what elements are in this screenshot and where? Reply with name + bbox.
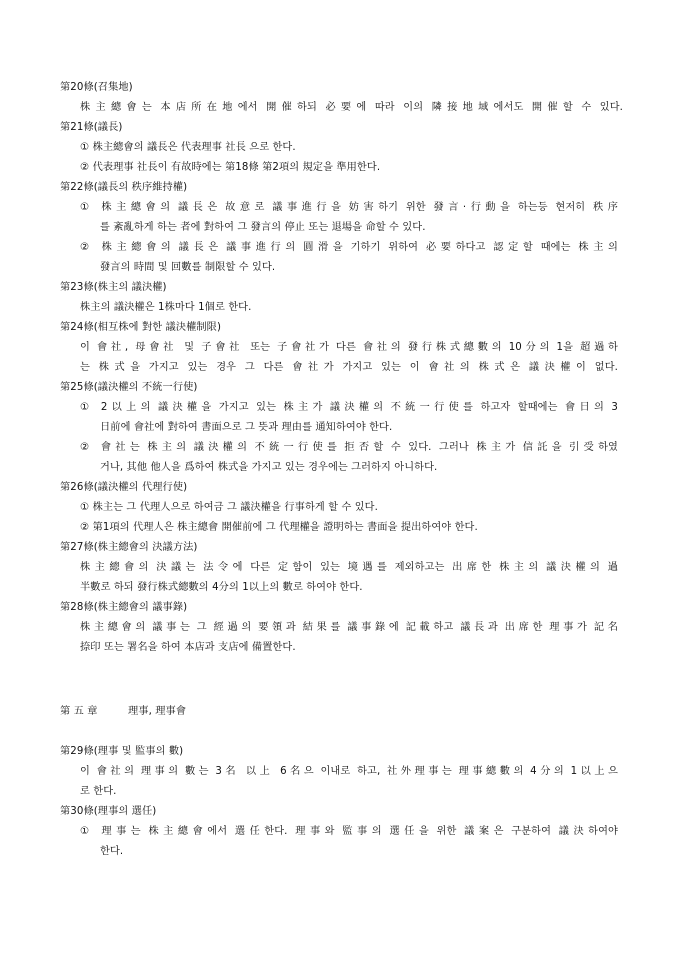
article-21-item-2: ② 代表理事 社長이 有故時에는 第18條 第2項의 規定을 準用한다. — [80, 162, 381, 173]
article-22-item-1-line-2: 를 紊亂하게 하는 者에 對하여 그 發言의 停止 또는 退場을 命할 수 있다. — [100, 222, 426, 233]
article-25-item-1-line-1: ① 2以上의 議決權을 가지고 있는 株主가 議決權의 不統一行使를 하고자 할때에는 會日의 3 — [80, 402, 618, 413]
article-23-body: 株主의 議決權은 1株마다 1個로 한다. — [80, 302, 252, 313]
article-28-heading: 第28條(株主總會의 議事錄) — [60, 602, 188, 613]
article-24-body-line-1: 이 會社, 母會社 및 子會社 또는 子會社가 다른 會社의 發行株式總數의 10分의 1을 超過하 — [80, 342, 618, 353]
article-30-item-1-line-1: ① 理事는 株主總會에서 選任한다. 理事와 監事의 選任을 위한 議案은 구분하여 議決하여야 — [80, 826, 618, 837]
article-25-heading: 第25條(議決權의 不統一行使) — [60, 382, 198, 393]
article-25-item-2-line-2: 거나, 其他 他人을 爲하여 株式을 가지고 있는 경우에는 그러하지 아니하다. — [100, 462, 438, 473]
article-22-item-1-line-1: ① 株主總會의 議長은 故意로 議事進行을 妨害하기 위한 發言·行動을 하는등 현저히 秩序 — [80, 202, 618, 213]
article-27-body-line-2: 半數로 하되 發行株式總數의 4分의 1以上의 數로 하여야 한다. — [80, 582, 363, 593]
chapter-title: 理事, 理事會 — [128, 706, 187, 717]
article-24-body-line-2: 는 株式을 가지고 있는 경우 그 다른 會社가 가지고 있는 이 會社의 株式은 議決權이 없다. — [80, 362, 618, 373]
article-22-item-2-line-1: ② 株主總會의 議長은 議事進行의 圓滑을 기하기 위하여 必要하다고 認定할 때에는 株主의 — [80, 242, 618, 253]
article-24-heading: 第24條(相互株에 對한 議決權制限) — [60, 322, 222, 333]
chapter-number: 第 五 章 — [60, 706, 98, 717]
article-21-heading: 第21條(議長) — [60, 122, 123, 133]
article-26-item-1: ① 株主는 그 代理人으로 하여금 그 議決權을 行事하게 할 수 있다. — [80, 502, 378, 513]
article-29-body-line-1: 이 會社의 理事의 數는 3名 以上 6名으 이내로 하고, 社外理事는 理事總數의 4分의 1以上으 — [80, 766, 618, 777]
article-28-body-line-1: 株主總會의 議事는 그 經過의 要領과 結果를 議事錄에 記載하고 議長과 出席한 理事가 記名 — [80, 622, 618, 633]
article-22-heading: 第22條(議長의 秩序維持權) — [60, 182, 188, 193]
article-20-heading: 第20條(召集地) — [60, 82, 133, 93]
article-20-body: 株主總會는 本店所在地에서 開催하되 必要에 따라 이의 隣接地域에서도 開催할 수 있다. — [80, 102, 623, 113]
article-23-heading: 第23條(株主의 議決權) — [60, 282, 167, 293]
article-21-item-1: ① 株主總會의 議長은 代表理事 社長 으로 한다. — [80, 142, 296, 153]
article-22-item-2-line-2: 發言의 時間 및 回數를 制限할 수 있다. — [100, 262, 276, 273]
article-30-heading: 第30條(理事의 選任) — [60, 806, 157, 817]
article-27-body-line-1: 株主總會의 決議는 法令에 다른 定함이 있는 境遇를 제외하고는 出席한 株主의 議決權의 過 — [80, 562, 618, 573]
article-25-item-2-line-1: ② 會社는 株主의 議決權의 不統一行使를 拒否할 수 있다. 그러나 株主가 信託을 引受하였 — [80, 442, 618, 453]
article-26-heading: 第26條(議決權의 代理行使) — [60, 482, 188, 493]
article-27-heading: 第27條(株主總會의 決議方法) — [60, 542, 198, 553]
article-26-item-2: ② 第1項의 代理人은 株主總會 開催前에 그 代理權을 證明하는 書面을 提出하여야 한다. — [80, 522, 478, 533]
article-25-item-1-line-2: 日前에 會社에 對하여 書面으로 그 뜻과 理由를 通知하여야 한다. — [100, 422, 393, 433]
article-30-item-1-line-2: 한다. — [100, 846, 124, 857]
article-29-body-line-2: 로 한다. — [80, 786, 117, 797]
article-28-body-line-2: 捺印 또는 署名을 하여 本店과 支店에 備置한다. — [80, 642, 296, 653]
article-29-heading: 第29條(理事 및 監事의 數) — [60, 746, 184, 757]
